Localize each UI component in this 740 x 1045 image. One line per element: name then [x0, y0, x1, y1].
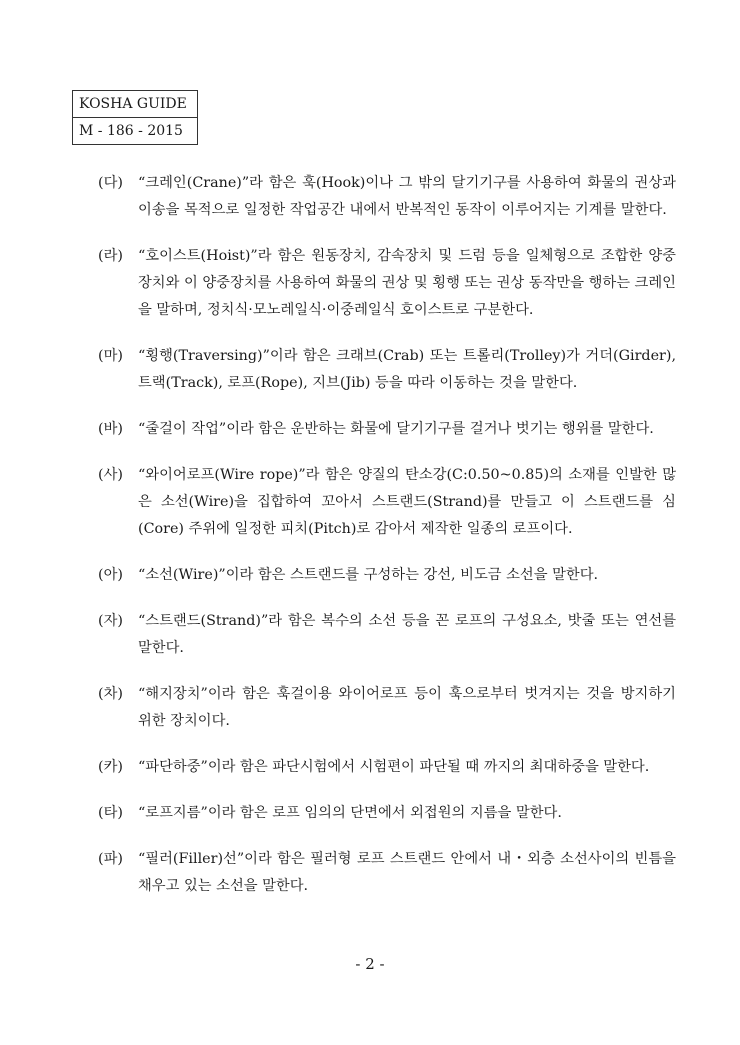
- definition-item: [98, 416, 676, 443]
- definition-item: [98, 681, 676, 735]
- definition-number: (차): [98, 686, 123, 702]
- definition-number: (바): [98, 421, 123, 437]
- definition-text: “파단하중”이라 함은 파단시험에서 시험편이 파단될 때 까지의 최대하중을 말한다.: [138, 759, 650, 775]
- definition-item: [98, 846, 676, 900]
- definition-text: “크레인(Crane)”라 함은 훅(Hook)이나 그 밖의 달기기구를 사용하여 화물의 권상과 이송을 목적으로 일정한 작업공간 내에서 반복적인 동작이 이루어지는 기계를 말한다.: [138, 175, 676, 218]
- definition-text: “필러(Filler)선”이라 함은 필러형 로프 스트랜드 안에서 내・외층 소선사이의 빈틈을 채우고 있는 소선을 말한다.: [138, 851, 676, 894]
- definition-number: (타): [98, 805, 123, 821]
- definition-number: (사): [98, 467, 123, 483]
- definition-number: (라): [98, 248, 123, 264]
- definition-text: “로프지름”이라 함은 로프 임의의 단면에서 외접원의 지름을 말한다.: [138, 805, 562, 821]
- page-number: - 2 -: [355, 955, 385, 973]
- definition-item: [98, 608, 676, 662]
- definition-item: [98, 800, 676, 827]
- definition-number: (카): [98, 759, 123, 775]
- definition-text: “호이스트(Hoist)”라 함은 원동장치, 감속장치 및 드럼 등을 일체형으로 조합한 양중장치와 이 양중장치를 사용하여 화물의 권상 및 횡행 또는 권상 동작만을 행하는 크레인을 말하며, 정치식·모노레일식·이중레일식 호이스트로 구분한다.: [138, 248, 676, 318]
- definition-text: “스트랜드(Strand)”라 함은 복수의 소선 등을 꼰 로프의 구성요소, 밧줄 또는 연선를 말한다.: [138, 613, 676, 656]
- definition-number: (자): [98, 613, 123, 629]
- definitions-list: [98, 170, 676, 919]
- definition-item: [98, 462, 676, 543]
- definition-item: [98, 243, 676, 324]
- definition-item: [98, 754, 676, 781]
- definition-text: “횡행(Traversing)”이라 함은 크래브(Crab) 또는 트롤리(Trolley)가 거더(Girder), 트랙(Track), 로프(Rope), 지브(Jib) 등을 따라 이동하는 것을 말한다.: [138, 348, 676, 391]
- definition-number: (다): [98, 175, 123, 191]
- definition-number: (파): [98, 851, 123, 867]
- guide-code: M - 186 - 2015: [73, 117, 197, 144]
- definition-text: “해지장치”이라 함은 훅걸이용 와이어로프 등이 훅으로부터 벗겨지는 것을 방지하기 위한 장치이다.: [138, 686, 676, 729]
- definition-text: “줄걸이 작업”이라 함은 운반하는 화물에 달기기구를 걸거나 벗기는 행위를 말한다.: [138, 421, 654, 437]
- guide-org: KOSHA GUIDE: [79, 96, 187, 112]
- document-code-box: [72, 90, 198, 145]
- definition-number: (마): [98, 348, 123, 364]
- definition-item: [98, 170, 676, 224]
- definition-number: (아): [98, 567, 123, 583]
- definition-item: [98, 343, 676, 397]
- definition-item: [98, 562, 676, 589]
- definition-text: “와이어로프(Wire rope)”라 함은 양질의 탄소강(C:0.50~0.85)의 소재를 인발한 많은 소선(Wire)을 집합하여 꼬아서 스트랜드(Strand)를 만들고 이 스트랜드를 심(Core) 주위에 일정한 피치(Pitch)로 감아서 제작한 일종의 로프이다.: [138, 467, 676, 537]
- definition-text: “소선(Wire)”이라 함은 스트랜드를 구성하는 강선, 비도금 소선을 말한다.: [138, 567, 599, 583]
